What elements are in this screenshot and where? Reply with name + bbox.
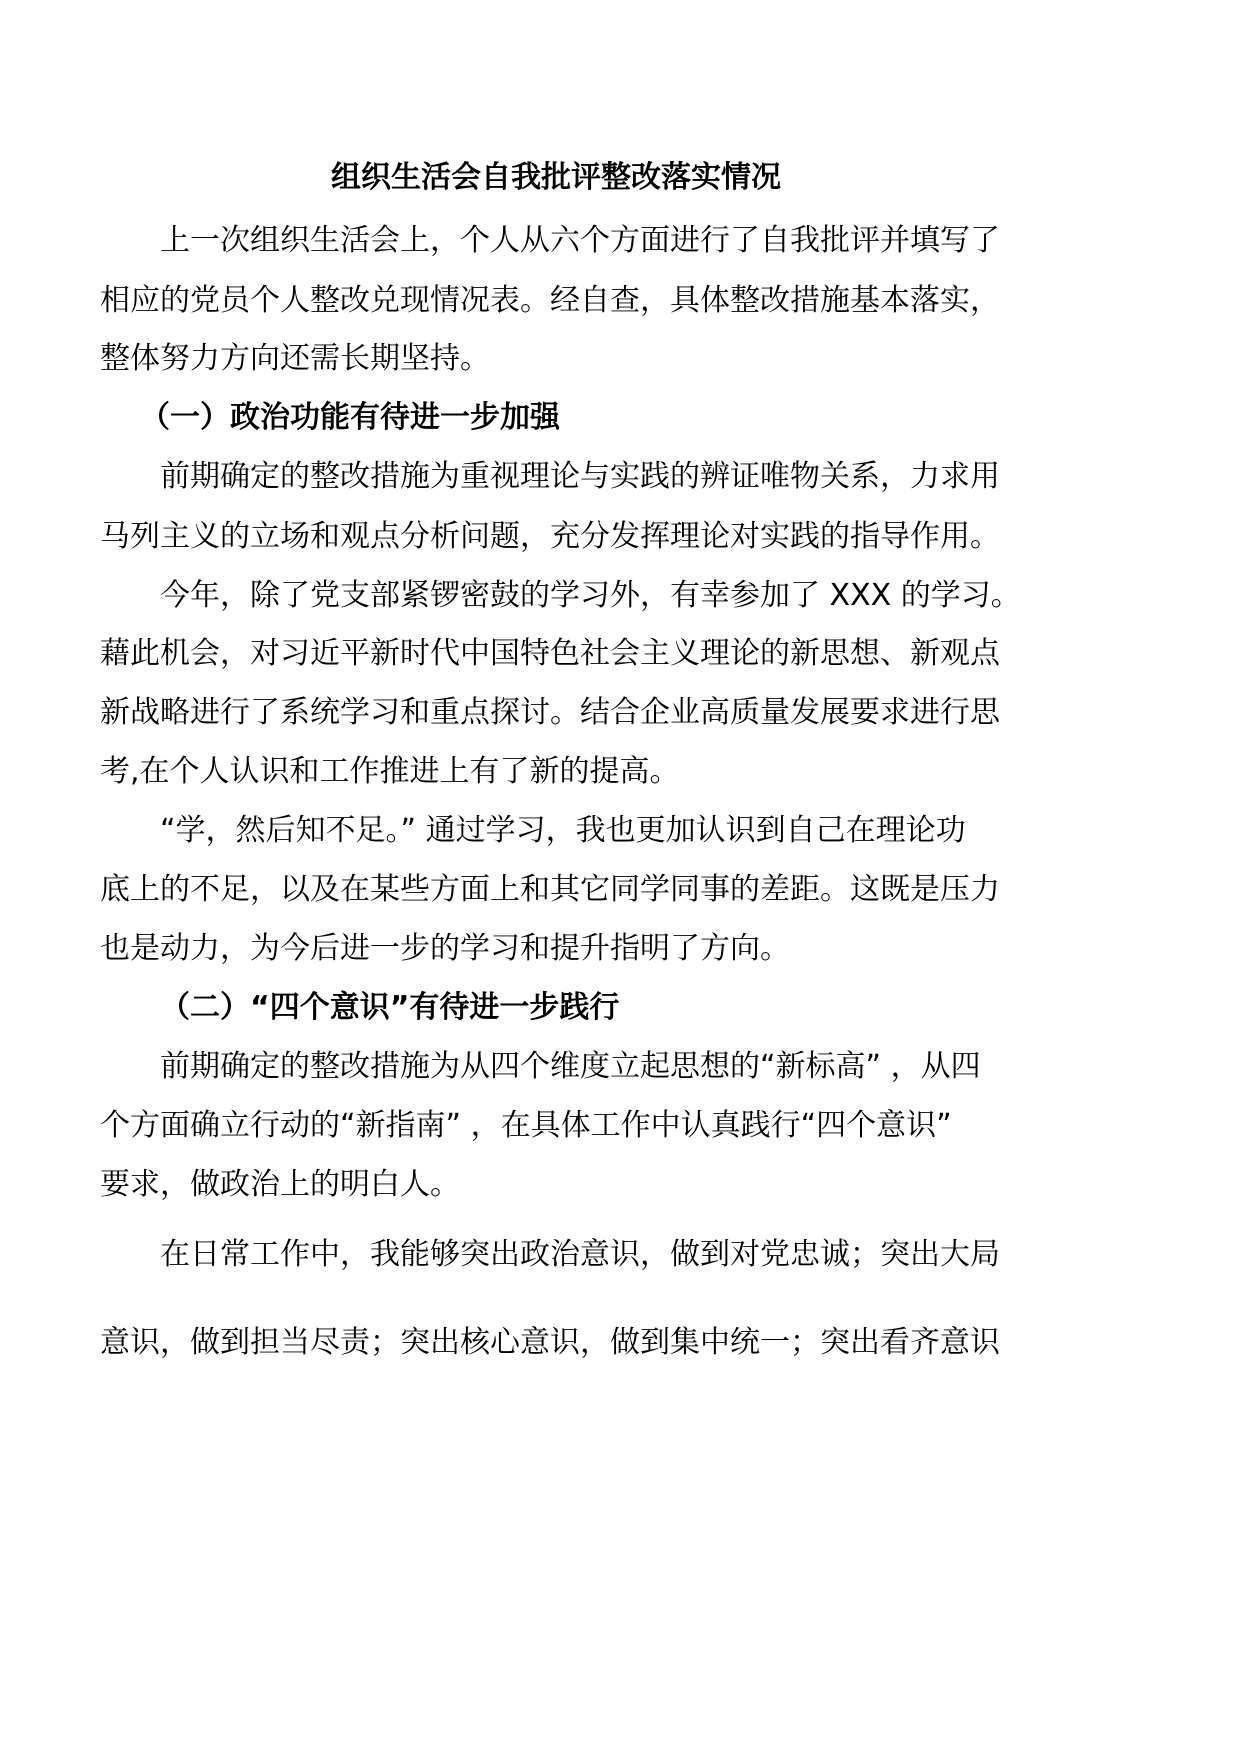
- section1-para2-line: 藉此机会，对习近平新时代中国特色社会主义理论的新思想、新观点: [100, 636, 1000, 671]
- section2-heading: （二）“四个意识”有待进一步践行: [160, 990, 620, 1025]
- intro-line: 上一次组织生活会上，个人从六个方面进行了自我批评并填写了: [160, 223, 1000, 258]
- section1-para1-line: 马列主义的立场和观点分析问题，充分发挥理论对实践的指导作用。: [100, 519, 1000, 554]
- intro-line: 整体努力方向还需长期坚持。: [100, 341, 490, 376]
- section1-para3-line: “学，然后知不足。” 通过学习，我也更加认识到自己在理论功: [160, 813, 966, 848]
- section1-para3-line: 底上的不足，以及在某些方面上和其它同学同事的差距。这既是压力: [100, 872, 1000, 907]
- document-title: 组织生活会自我批评整改落实情况: [331, 160, 781, 195]
- intro-line: 相应的党员个人整改兑现情况表。经自查，具体整改措施基本落实，: [100, 283, 1000, 318]
- section2-para2-line: 在日常工作中，我能够突出政治意识，做到对党忠诚；突出大局: [160, 1237, 1000, 1272]
- section2-para1-line: 个方面确立行动的“新指南” ，在具体工作中认真践行“四个意识”: [100, 1108, 952, 1143]
- section2-para2-line: 意识，做到担当尽责；突出核心意识，做到集中统一；突出看齐意识: [100, 1325, 1000, 1360]
- section1-para2-line: 新战略进行了系统学习和重点探讨。结合企业高质量发展要求进行思: [100, 695, 1000, 730]
- section1-para3-line: 也是动力，为今后进一步的学习和提升指明了方向。: [100, 931, 790, 966]
- section1-para1-line: 前期确定的整改措施为重视理论与实践的辨证唯物关系，力求用: [160, 459, 1000, 494]
- section1-heading: （一）政治功能有待进一步加强: [140, 400, 560, 435]
- section1-para2-line: 考,在个人认识和工作推进上有了新的提高。: [100, 754, 680, 789]
- section2-para1-line: 要求，做政治上的明白人。: [100, 1167, 460, 1202]
- section1-para2-line: 今年，除了党支部紧锣密鼓的学习外，有幸参加了 XXX 的学习。: [160, 578, 1021, 613]
- section2-para1-line: 前期确定的整改措施为从四个维度立起思想的“新标高” ，从四: [160, 1049, 981, 1084]
